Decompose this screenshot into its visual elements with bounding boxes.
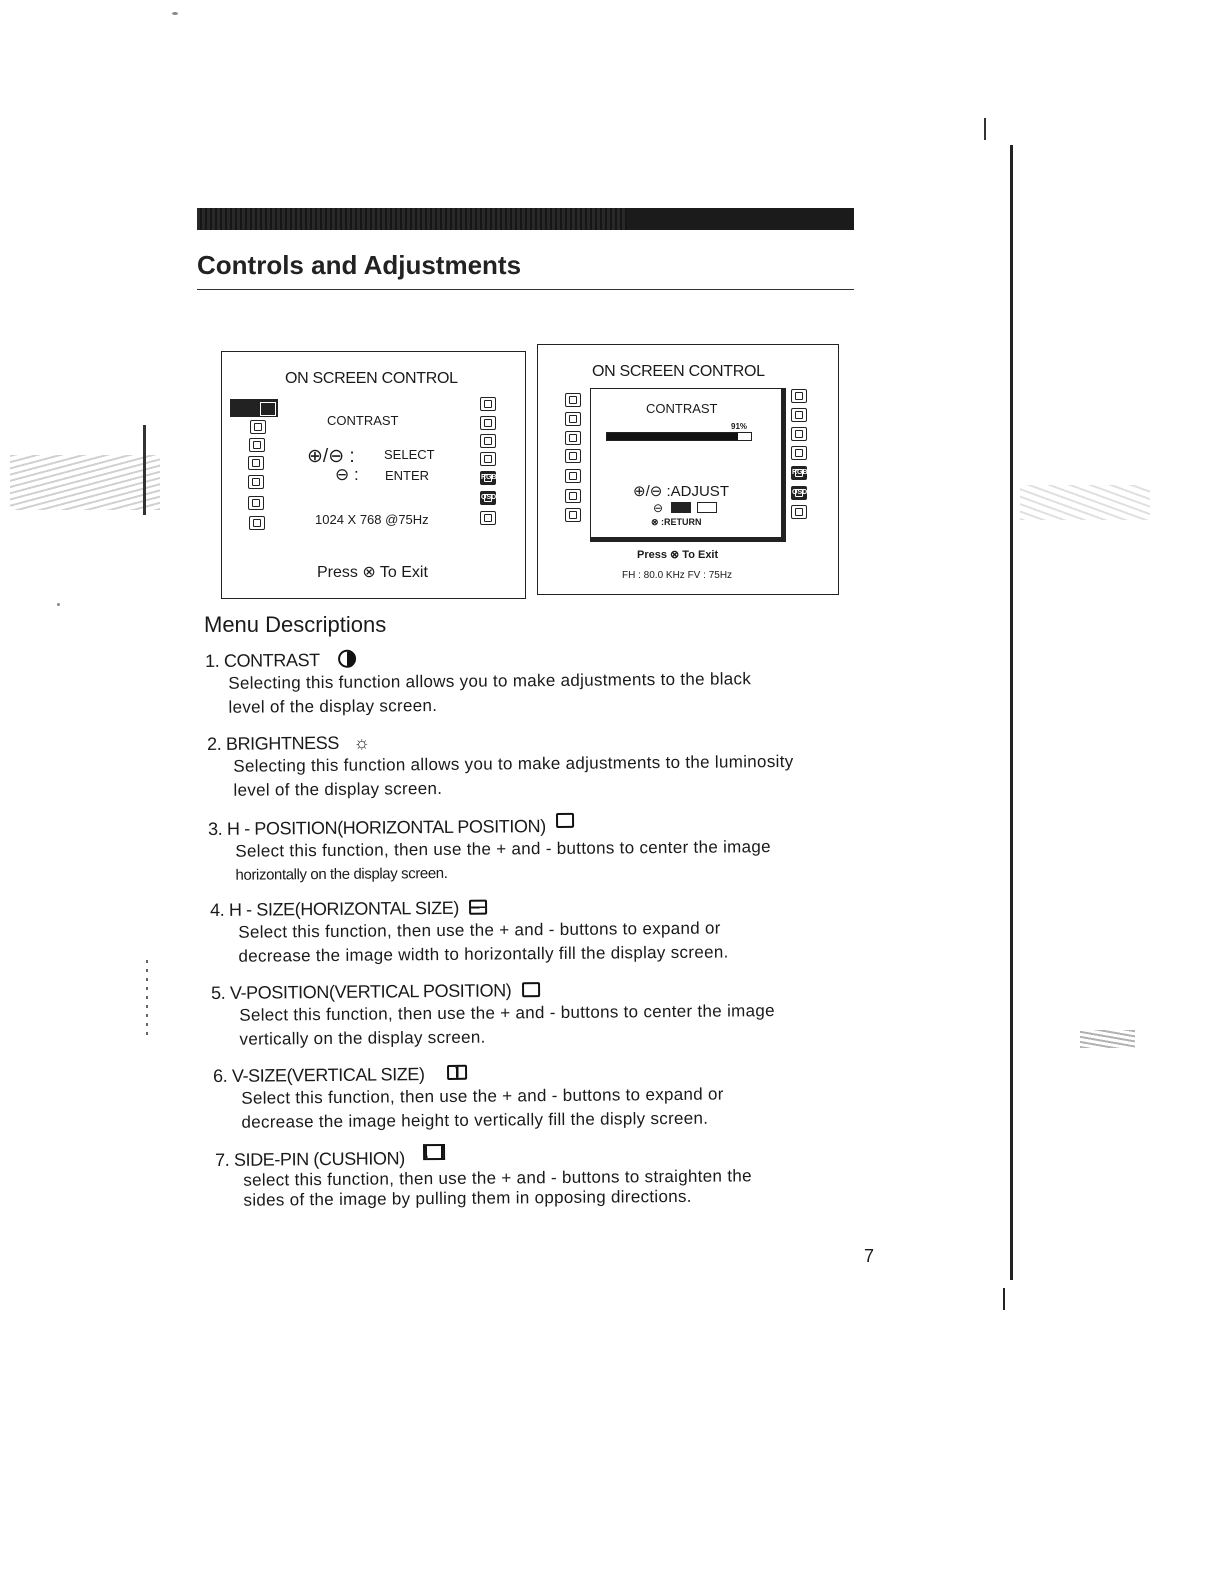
geometry-icon: [791, 389, 807, 403]
scan-noise: [1080, 1030, 1135, 1048]
item-line: vertically on the display screen.: [239, 1027, 486, 1049]
rgb-icon: [791, 466, 807, 480]
side-pin-icon: [423, 1144, 445, 1160]
h-position-icon: [565, 431, 581, 445]
osd-screen-adjust: [537, 344, 839, 595]
parallelogram-icon: [791, 427, 807, 441]
item-number: 7.: [215, 1149, 230, 1170]
contrast-brightness-icons: ⊖: [653, 501, 729, 515]
return-instruction: ⊗ :RETURN: [651, 517, 702, 527]
item-line: decrease the image width to horizontally fill the display screen.: [238, 942, 729, 966]
h-position-icon: [249, 438, 265, 452]
osd-icon: [791, 486, 807, 500]
h-size-icon: [469, 900, 487, 915]
osd-item-label: CONTRAST: [327, 413, 399, 428]
menu-descriptions-heading: Menu Descriptions: [204, 612, 387, 637]
brightness-icon: [565, 412, 581, 426]
item-number: 6.: [213, 1065, 228, 1086]
resolution-readout: 1024 X 768 @75Hz: [315, 512, 429, 527]
recall-icon: [791, 505, 807, 519]
parallelogram-icon: [480, 434, 496, 448]
exit-instruction: Press ⊗ To Exit: [317, 564, 428, 581]
menu-item: [205, 645, 886, 720]
binding-mark: [1003, 1288, 1005, 1310]
item-number: 2.: [207, 733, 222, 754]
recall-icon: [480, 511, 496, 525]
level-bar-fill: [607, 433, 738, 440]
header-bar: [197, 208, 854, 230]
v-size-icon: [447, 1065, 467, 1080]
rgb-icon: [480, 471, 496, 485]
scan-noise: [143, 425, 146, 515]
rotation-icon: [480, 452, 496, 466]
item-name: SIDE-PIN (CUSHION): [233, 1148, 405, 1170]
scan-noise: [10, 455, 160, 510]
item-line: Selecting this function allows you to make adjustments to the black: [228, 669, 752, 693]
item-name: H - POSITION(HORIZONTAL POSITION): [226, 816, 546, 839]
rgb-icon-label: RGB: [792, 469, 808, 476]
level-bar-track: [606, 432, 752, 441]
item-name: V-POSITION(VERTICAL POSITION): [229, 980, 512, 1003]
item-line: Select this function, then use the + and - buttons to center the image: [235, 837, 771, 861]
item-name: CONTRAST: [223, 650, 320, 671]
selected-contrast-icon: [230, 399, 278, 417]
brightness-icon: ☼: [353, 732, 370, 753]
item-line: sides of the image by pulling them in opposing directions.: [243, 1186, 692, 1210]
item-line: Select this function, then use the + and - buttons to expand or: [241, 1084, 724, 1108]
binding-mark: [984, 118, 986, 140]
brightness-icon: [250, 420, 266, 434]
menu-item: [208, 810, 889, 888]
exit-instruction: Press ⊗ To Exit: [637, 549, 719, 561]
trapezoid-icon: [480, 416, 496, 430]
item-number: 3.: [208, 818, 223, 839]
item-line: Selecting this function allows you to make adjustments to the luminosity: [233, 751, 794, 776]
frequency-readout: FH : 80.0 KHz FV : 75Hz: [622, 570, 733, 581]
item-line: select this function, then use the + and - buttons to straighten the: [243, 1166, 752, 1190]
v-size-icon: [565, 489, 581, 503]
item-number: 1.: [205, 650, 220, 671]
v-size-icon: [248, 496, 264, 510]
item-line: Select this function, then use the + and - buttons to center the image: [239, 1001, 775, 1025]
title-divider: [197, 289, 854, 290]
enter-label: ENTER: [385, 468, 430, 483]
item-name: H - SIZE(HORIZONTAL SIZE): [228, 897, 460, 920]
osd-item-label: CONTRAST: [646, 401, 718, 416]
enter-key: ⊖ :: [335, 465, 359, 484]
scan-noise: [1020, 485, 1150, 520]
item-line: decrease the image height to vertically fill the disply screen.: [241, 1108, 709, 1132]
osd-icon: [480, 491, 496, 505]
item-line: Select this function, then use the + and - buttons to expand or: [238, 918, 721, 942]
osd-title: ON SCREEN CONTROL: [285, 370, 458, 387]
item-number: 4.: [210, 899, 225, 920]
percent-readout: 91%: [731, 422, 748, 431]
menu-item: [207, 728, 888, 803]
page-binding-edge: [1010, 145, 1013, 1280]
osd-icon-label: OSD: [481, 494, 497, 501]
v-position-icon: [565, 469, 581, 483]
geometry-icon: [480, 397, 496, 411]
scan-speck: [57, 603, 60, 606]
v-position-icon: [248, 475, 264, 489]
side-pin-icon: [249, 516, 265, 530]
h-size-icon: [565, 449, 581, 463]
h-size-icon: [248, 456, 264, 470]
trapezoid-icon: [791, 408, 807, 422]
osd-title: ON SCREEN CONTROL: [592, 363, 765, 380]
item-line: horizontally on the display screen.: [235, 864, 448, 884]
scan-noise: [146, 960, 148, 1040]
item-number: 5.: [211, 982, 226, 1003]
rgb-icon-label: RGB: [481, 474, 497, 481]
select-label: SELECT: [384, 447, 435, 462]
contrast-icon: [338, 650, 356, 668]
page-number: 7: [864, 1246, 875, 1266]
menu-item: [215, 1140, 896, 1211]
page-title: Controls and Adjustments: [197, 250, 522, 280]
menu-item: [211, 977, 892, 1052]
scan-speck: [172, 12, 178, 15]
item-line: level of the display screen.: [233, 778, 443, 800]
item-name: V-SIZE(VERTICAL SIZE): [231, 1064, 425, 1086]
v-position-icon: [522, 982, 540, 997]
contrast-icon: [565, 393, 581, 407]
select-keys: ⊕/⊖ :: [307, 446, 355, 467]
menu-item: [213, 1060, 894, 1135]
item-name: BRIGHTNESS: [225, 732, 340, 754]
adjust-panel: [590, 388, 786, 542]
osd-icon-label: OSD: [792, 489, 808, 496]
osd-screen-select: [221, 351, 526, 599]
item-line: level of the display screen.: [228, 695, 438, 717]
adjust-instruction: ⊕/⊖ :ADJUST: [633, 483, 729, 500]
rotation-icon: [791, 446, 807, 460]
h-position-icon: [556, 813, 574, 828]
menu-item: [210, 894, 891, 969]
side-pin-icon: [565, 508, 581, 522]
